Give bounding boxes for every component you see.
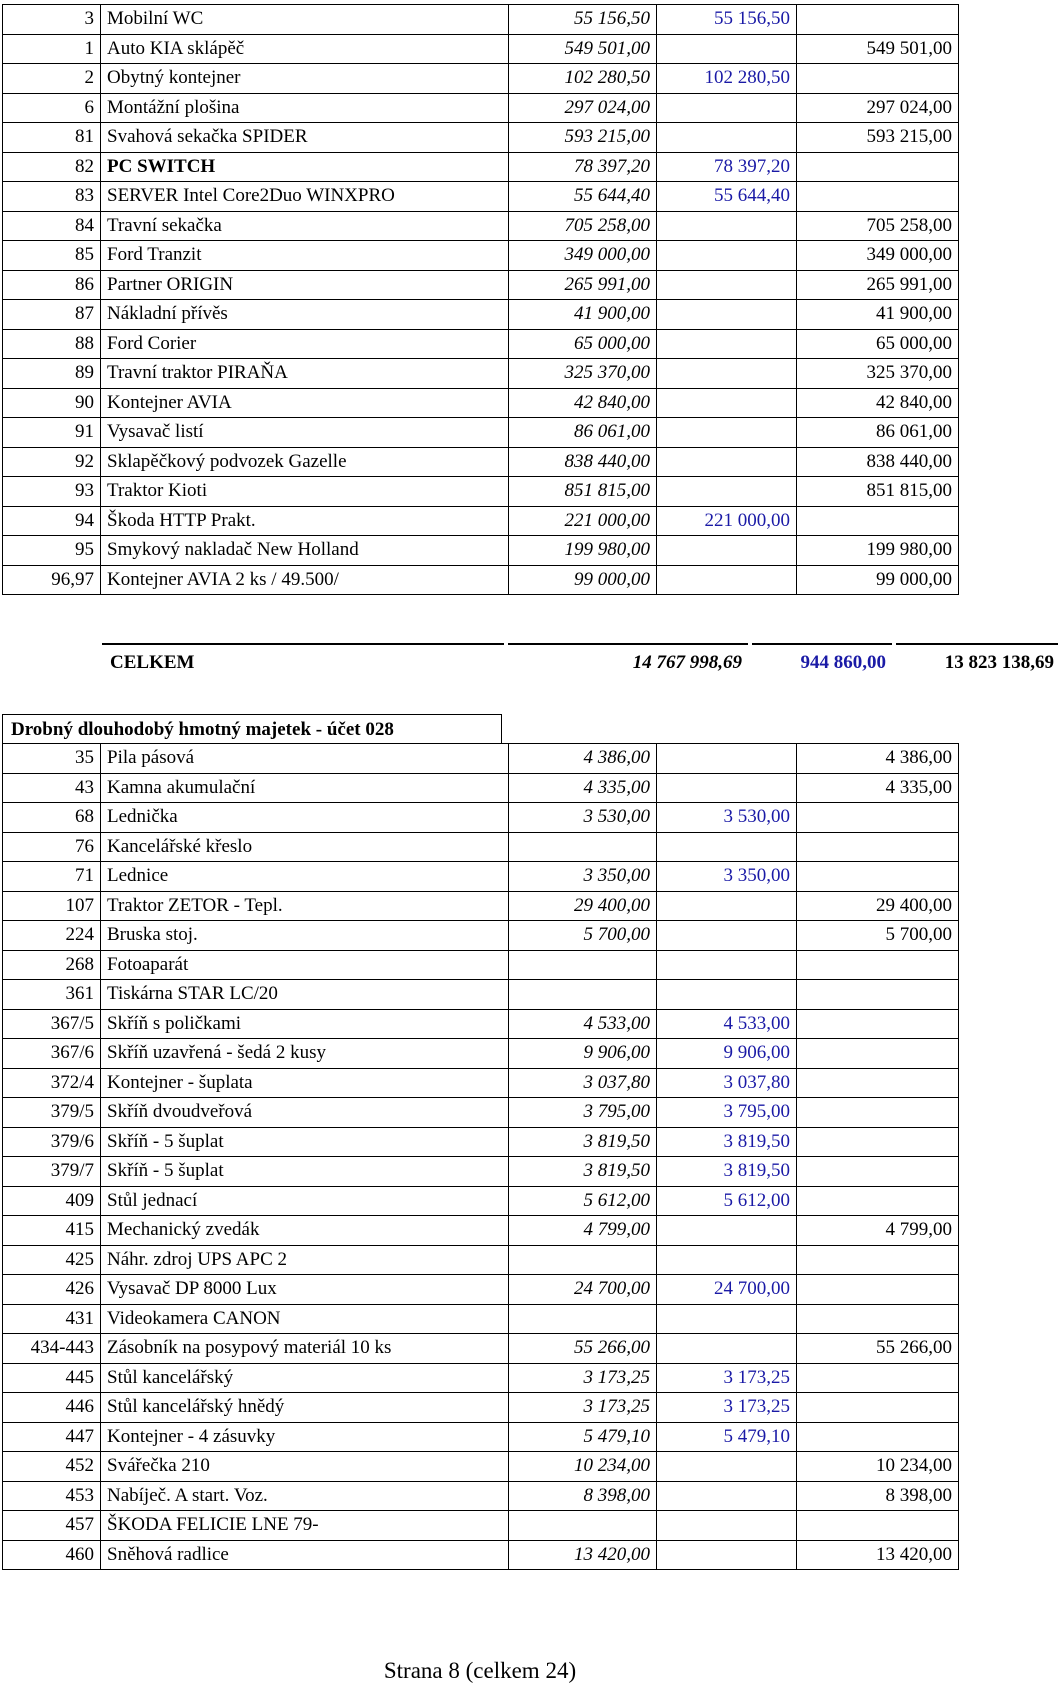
item-name: Obytný kontejner [101, 64, 509, 94]
table-row [3, 1127, 959, 1157]
item-value-b [657, 477, 797, 507]
item-number: 379/5 [3, 1098, 101, 1128]
item-number: 96,97 [3, 565, 101, 595]
item-value-c: 851 815,00 [797, 477, 959, 507]
item-value-b [657, 447, 797, 477]
item-number: 95 [3, 536, 101, 566]
item-value: 55 156,50 [509, 5, 657, 35]
item-name: Smykový nakladač New Holland [101, 536, 509, 566]
table-row [3, 773, 959, 803]
item-name: ŠKODA FELICIE LNE 79- [101, 1511, 509, 1541]
item-name: Ford Corier [101, 329, 509, 359]
item-number: 107 [3, 891, 101, 921]
item-value-c [797, 64, 959, 94]
item-number: 372/4 [3, 1068, 101, 1098]
table-row [3, 1393, 959, 1423]
item-value: 3 037,80 [509, 1068, 657, 1098]
item-value: 65 000,00 [509, 329, 657, 359]
item-value: 3 819,50 [509, 1157, 657, 1187]
item-name: Mobilní WC [101, 5, 509, 35]
item-value-c [797, 1009, 959, 1039]
table-row [3, 803, 959, 833]
item-value-c: 349 000,00 [797, 241, 959, 271]
item-value-c: 41 900,00 [797, 300, 959, 330]
item-value-c: 297 024,00 [797, 93, 959, 123]
item-name: Stůl kancelářský hnědý [101, 1393, 509, 1423]
table-row [3, 536, 959, 566]
item-value-b: 102 280,50 [657, 64, 797, 94]
item-name: Kamna akumulační [101, 773, 509, 803]
item-value-c: 65 000,00 [797, 329, 959, 359]
table-row [3, 93, 959, 123]
item-value-b: 3 530,00 [657, 803, 797, 833]
item-value-b [657, 744, 797, 774]
item-number: 3 [3, 5, 101, 35]
item-number: 89 [3, 359, 101, 389]
item-value-c [797, 980, 959, 1010]
item-value-c [797, 1098, 959, 1128]
item-value-c [797, 1511, 959, 1541]
item-value-c: 13 420,00 [797, 1540, 959, 1570]
item-name: Skříň - 5 šuplat [101, 1157, 509, 1187]
table-row [3, 1216, 959, 1246]
item-name: Kontejner AVIA 2 ks / 49.500/ [101, 565, 509, 595]
item-number: 434-443 [3, 1334, 101, 1364]
item-value-b: 3 350,00 [657, 862, 797, 892]
item-number: 2 [3, 64, 101, 94]
item-value: 593 215,00 [509, 123, 657, 153]
total-sum-c: 13 823 138,69 [896, 643, 1058, 677]
item-number: 1 [3, 34, 101, 64]
item-name: Ford Tranzit [101, 241, 509, 271]
item-value: 199 980,00 [509, 536, 657, 566]
item-number: 224 [3, 921, 101, 951]
item-value-b: 55 156,50 [657, 5, 797, 35]
total-sum: 14 767 998,69 [508, 643, 748, 677]
table-row [3, 182, 959, 212]
item-value: 78 397,20 [509, 152, 657, 182]
item-value-c: 325 370,00 [797, 359, 959, 389]
item-value: 3 173,25 [509, 1363, 657, 1393]
item-name: Nákladní přívěs [101, 300, 509, 330]
item-name: Mechanický zvedák [101, 1216, 509, 1246]
item-value: 4 386,00 [509, 744, 657, 774]
item-value-c: 4 799,00 [797, 1216, 959, 1246]
table-row [3, 477, 959, 507]
item-name: Lednice [101, 862, 509, 892]
item-name: Travní traktor PIRAŇA [101, 359, 509, 389]
item-name: Skříň dvoudveřová [101, 1098, 509, 1128]
item-value-b [657, 34, 797, 64]
item-number: 83 [3, 182, 101, 212]
table-row [3, 862, 959, 892]
item-name: Travní sekačka [101, 211, 509, 241]
item-value-c: 55 266,00 [797, 1334, 959, 1364]
item-value: 705 258,00 [509, 211, 657, 241]
table-row [3, 152, 959, 182]
item-name: Sněhová radlice [101, 1540, 509, 1570]
table-row [3, 1039, 959, 1069]
item-value-b [657, 359, 797, 389]
item-number: 68 [3, 803, 101, 833]
item-number: 88 [3, 329, 101, 359]
item-number: 379/7 [3, 1157, 101, 1187]
item-name: Kontejner - šuplata [101, 1068, 509, 1098]
item-value-b [657, 300, 797, 330]
item-value-b: 3 795,00 [657, 1098, 797, 1128]
item-value: 221 000,00 [509, 506, 657, 536]
item-value: 5 479,10 [509, 1422, 657, 1452]
item-value-c: 4 335,00 [797, 773, 959, 803]
item-name: Traktor ZETOR - Tepl. [101, 891, 509, 921]
table-row [3, 1540, 959, 1570]
item-value-b [657, 93, 797, 123]
item-number: 82 [3, 152, 101, 182]
item-value-c [797, 1127, 959, 1157]
total-label: CELKEM [102, 643, 504, 677]
item-value-b [657, 1216, 797, 1246]
item-value: 99 000,00 [509, 565, 657, 595]
item-number: 446 [3, 1393, 101, 1423]
table-row [3, 744, 959, 774]
item-name: Partner ORIGIN [101, 270, 509, 300]
item-number: 447 [3, 1422, 101, 1452]
item-number: 87 [3, 300, 101, 330]
item-number: 426 [3, 1275, 101, 1305]
table-row [3, 565, 959, 595]
item-value-b [657, 950, 797, 980]
item-name: Fotoaparát [101, 950, 509, 980]
item-name: Lednička [101, 803, 509, 833]
item-value-b: 24 700,00 [657, 1275, 797, 1305]
item-value-b [657, 418, 797, 448]
table-row [3, 921, 959, 951]
item-value-c [797, 1363, 959, 1393]
item-number: 445 [3, 1363, 101, 1393]
item-value-b [657, 536, 797, 566]
item-value [509, 980, 657, 1010]
item-number: 86 [3, 270, 101, 300]
item-number: 361 [3, 980, 101, 1010]
item-number: 94 [3, 506, 101, 536]
item-value-c [797, 1422, 959, 1452]
item-name: Skříň - 5 šuplat [101, 1127, 509, 1157]
item-value: 549 501,00 [509, 34, 657, 64]
item-value-c [797, 862, 959, 892]
item-name: Vysavač listí [101, 418, 509, 448]
item-name: Kontejner - 4 zásuvky [101, 1422, 509, 1452]
item-value-c: 29 400,00 [797, 891, 959, 921]
asset-table-1 [2, 4, 959, 595]
item-value-b [657, 270, 797, 300]
item-value-b [657, 773, 797, 803]
page-footer: Strana 8 (celkem 24) [383, 1658, 577, 1683]
item-value: 265 991,00 [509, 270, 657, 300]
item-name: Traktor Kioti [101, 477, 509, 507]
item-value: 5 700,00 [509, 921, 657, 951]
item-value-c [797, 803, 959, 833]
table-row [3, 1245, 959, 1275]
item-value: 9 906,00 [509, 1039, 657, 1069]
item-value-b: 3 173,25 [657, 1363, 797, 1393]
table-row [3, 241, 959, 271]
item-number: 415 [3, 1216, 101, 1246]
item-value-c [797, 950, 959, 980]
item-value: 3 350,00 [509, 862, 657, 892]
item-value-c [797, 1304, 959, 1334]
item-number: 92 [3, 447, 101, 477]
item-number: 367/5 [3, 1009, 101, 1039]
item-value-b: 5 479,10 [657, 1422, 797, 1452]
item-number: 452 [3, 1452, 101, 1482]
item-name: Kontejner AVIA [101, 388, 509, 418]
item-value-c [797, 506, 959, 536]
item-number: 93 [3, 477, 101, 507]
item-number: 367/6 [3, 1039, 101, 1069]
item-number: 431 [3, 1304, 101, 1334]
item-value [509, 1304, 657, 1334]
item-value-c: 4 386,00 [797, 744, 959, 774]
table-row [3, 1186, 959, 1216]
item-value-b [657, 329, 797, 359]
item-name: Skříň uzavřená - šedá 2 kusy [101, 1039, 509, 1069]
item-number: 453 [3, 1481, 101, 1511]
item-value: 102 280,50 [509, 64, 657, 94]
item-number: 35 [3, 744, 101, 774]
item-name: Nabíječ. A start. Voz. [101, 1481, 509, 1511]
item-value-b: 3 819,50 [657, 1127, 797, 1157]
item-name: Stůl kancelářský [101, 1363, 509, 1393]
item-value-b: 3 819,50 [657, 1157, 797, 1187]
table-row [3, 270, 959, 300]
section-heading: Drobný dlouhodobý hmotný majetek - účet 028 [2, 714, 502, 743]
table-row [3, 359, 959, 389]
item-number: 457 [3, 1511, 101, 1541]
item-value-b [657, 1334, 797, 1364]
table-row [3, 300, 959, 330]
item-name: Bruska stoj. [101, 921, 509, 951]
item-value-c: 86 061,00 [797, 418, 959, 448]
total-row [100, 643, 1054, 679]
item-name: Škoda HTTP Prakt. [101, 506, 509, 536]
table-row [3, 388, 959, 418]
item-value-c: 8 398,00 [797, 1481, 959, 1511]
item-value: 3 819,50 [509, 1127, 657, 1157]
item-name: Svahová sekačka SPIDER [101, 123, 509, 153]
item-value: 29 400,00 [509, 891, 657, 921]
table-row [3, 1452, 959, 1482]
item-name: SERVER Intel Core2Duo WINXPRO [101, 182, 509, 212]
item-number: 91 [3, 418, 101, 448]
table-row [3, 980, 959, 1010]
item-value-c: 705 258,00 [797, 211, 959, 241]
item-number: 379/6 [3, 1127, 101, 1157]
item-value-c [797, 1245, 959, 1275]
item-value-b: 4 533,00 [657, 1009, 797, 1039]
item-value-c [797, 1186, 959, 1216]
item-number: 425 [3, 1245, 101, 1275]
item-value: 3 173,25 [509, 1393, 657, 1423]
item-value-c: 199 980,00 [797, 536, 959, 566]
item-name: Pila pásová [101, 744, 509, 774]
item-value [509, 950, 657, 980]
item-name: Stůl jednací [101, 1186, 509, 1216]
item-value-c [797, 1275, 959, 1305]
item-value-c [797, 1039, 959, 1069]
item-value: 13 420,00 [509, 1540, 657, 1570]
item-name: Skříň s poličkami [101, 1009, 509, 1039]
item-value [509, 1245, 657, 1275]
item-name: Videokamera CANON [101, 1304, 509, 1334]
table-row [3, 1009, 959, 1039]
item-value: 4 799,00 [509, 1216, 657, 1246]
item-value-c: 5 700,00 [797, 921, 959, 951]
item-value: 838 440,00 [509, 447, 657, 477]
table-row [3, 1334, 959, 1364]
item-value-c: 838 440,00 [797, 447, 959, 477]
item-value-c: 549 501,00 [797, 34, 959, 64]
item-value-c [797, 182, 959, 212]
item-value-b: 78 397,20 [657, 152, 797, 182]
item-value-c: 10 234,00 [797, 1452, 959, 1482]
table-row [3, 1304, 959, 1334]
item-name: Tiskárna STAR LC/20 [101, 980, 509, 1010]
item-name: Kancelářské křeslo [101, 832, 509, 862]
item-name: Sklapěčkový podvozek Gazelle [101, 447, 509, 477]
item-number: 460 [3, 1540, 101, 1570]
item-value-b: 9 906,00 [657, 1039, 797, 1069]
item-number: 81 [3, 123, 101, 153]
item-value-b [657, 1481, 797, 1511]
item-value-c: 99 000,00 [797, 565, 959, 595]
item-value-c [797, 1157, 959, 1187]
item-name: Auto KIA sklápěč [101, 34, 509, 64]
item-number: 85 [3, 241, 101, 271]
total-sum-b: 944 860,00 [752, 643, 892, 677]
table-row [3, 211, 959, 241]
item-name: Zásobník na posypový materiál 10 ks [101, 1334, 509, 1364]
item-value-b [657, 1511, 797, 1541]
item-value: 55 644,40 [509, 182, 657, 212]
item-value [509, 1511, 657, 1541]
item-value: 8 398,00 [509, 1481, 657, 1511]
table-row [3, 418, 959, 448]
item-value-b: 5 612,00 [657, 1186, 797, 1216]
item-value: 24 700,00 [509, 1275, 657, 1305]
item-value-b [657, 1452, 797, 1482]
item-value: 325 370,00 [509, 359, 657, 389]
item-name: Náhr. zdroj UPS APC 2 [101, 1245, 509, 1275]
table-row [3, 1068, 959, 1098]
table-row [3, 1275, 959, 1305]
item-value: 10 234,00 [509, 1452, 657, 1482]
item-value: 42 840,00 [509, 388, 657, 418]
item-value-b [657, 832, 797, 862]
item-name: Vysavač DP 8000 Lux [101, 1275, 509, 1305]
item-number: 90 [3, 388, 101, 418]
table-row [3, 832, 959, 862]
item-value: 297 024,00 [509, 93, 657, 123]
item-value-b [657, 565, 797, 595]
item-number: 71 [3, 862, 101, 892]
table-row [3, 1481, 959, 1511]
asset-table-2 [2, 743, 959, 1570]
item-number: 409 [3, 1186, 101, 1216]
item-number: 268 [3, 950, 101, 980]
item-name: PC SWITCH [101, 152, 509, 182]
table-row [3, 5, 959, 35]
table-row [3, 329, 959, 359]
item-value-b: 3 037,80 [657, 1068, 797, 1098]
item-name: Svářečka 210 [101, 1452, 509, 1482]
table-row [3, 123, 959, 153]
item-value: 3 795,00 [509, 1098, 657, 1128]
item-value-b: 55 644,40 [657, 182, 797, 212]
item-value-b [657, 388, 797, 418]
item-value-b [657, 123, 797, 153]
item-value-b [657, 211, 797, 241]
table-row [3, 1363, 959, 1393]
item-number: 6 [3, 93, 101, 123]
item-value-c [797, 832, 959, 862]
item-value-b [657, 1540, 797, 1570]
item-value: 86 061,00 [509, 418, 657, 448]
table-row [3, 1098, 959, 1128]
item-value-c: 593 215,00 [797, 123, 959, 153]
table-row [3, 447, 959, 477]
item-value-c: 265 991,00 [797, 270, 959, 300]
table-row [3, 1157, 959, 1187]
item-value-c [797, 1393, 959, 1423]
item-value: 4 335,00 [509, 773, 657, 803]
item-value: 55 266,00 [509, 1334, 657, 1364]
item-value-b [657, 921, 797, 951]
item-value-b: 3 173,25 [657, 1393, 797, 1423]
item-number: 76 [3, 832, 101, 862]
item-value: 4 533,00 [509, 1009, 657, 1039]
item-value: 5 612,00 [509, 1186, 657, 1216]
table-row [3, 891, 959, 921]
item-value [509, 832, 657, 862]
item-value-c [797, 152, 959, 182]
item-value-c [797, 5, 959, 35]
item-name: Montážní plošina [101, 93, 509, 123]
table-row [3, 34, 959, 64]
item-value-b [657, 1245, 797, 1275]
item-value-b: 221 000,00 [657, 506, 797, 536]
table-row [3, 506, 959, 536]
item-value-c [797, 1068, 959, 1098]
table-row [3, 950, 959, 980]
table-row [3, 1422, 959, 1452]
item-number: 43 [3, 773, 101, 803]
item-value-b [657, 980, 797, 1010]
item-number: 84 [3, 211, 101, 241]
item-value: 851 815,00 [509, 477, 657, 507]
item-value: 3 530,00 [509, 803, 657, 833]
item-value: 41 900,00 [509, 300, 657, 330]
table-row [3, 1511, 959, 1541]
item-value-b [657, 891, 797, 921]
item-value-b [657, 1304, 797, 1334]
item-value-b [657, 241, 797, 271]
item-value: 349 000,00 [509, 241, 657, 271]
table-row [3, 64, 959, 94]
item-value-c: 42 840,00 [797, 388, 959, 418]
